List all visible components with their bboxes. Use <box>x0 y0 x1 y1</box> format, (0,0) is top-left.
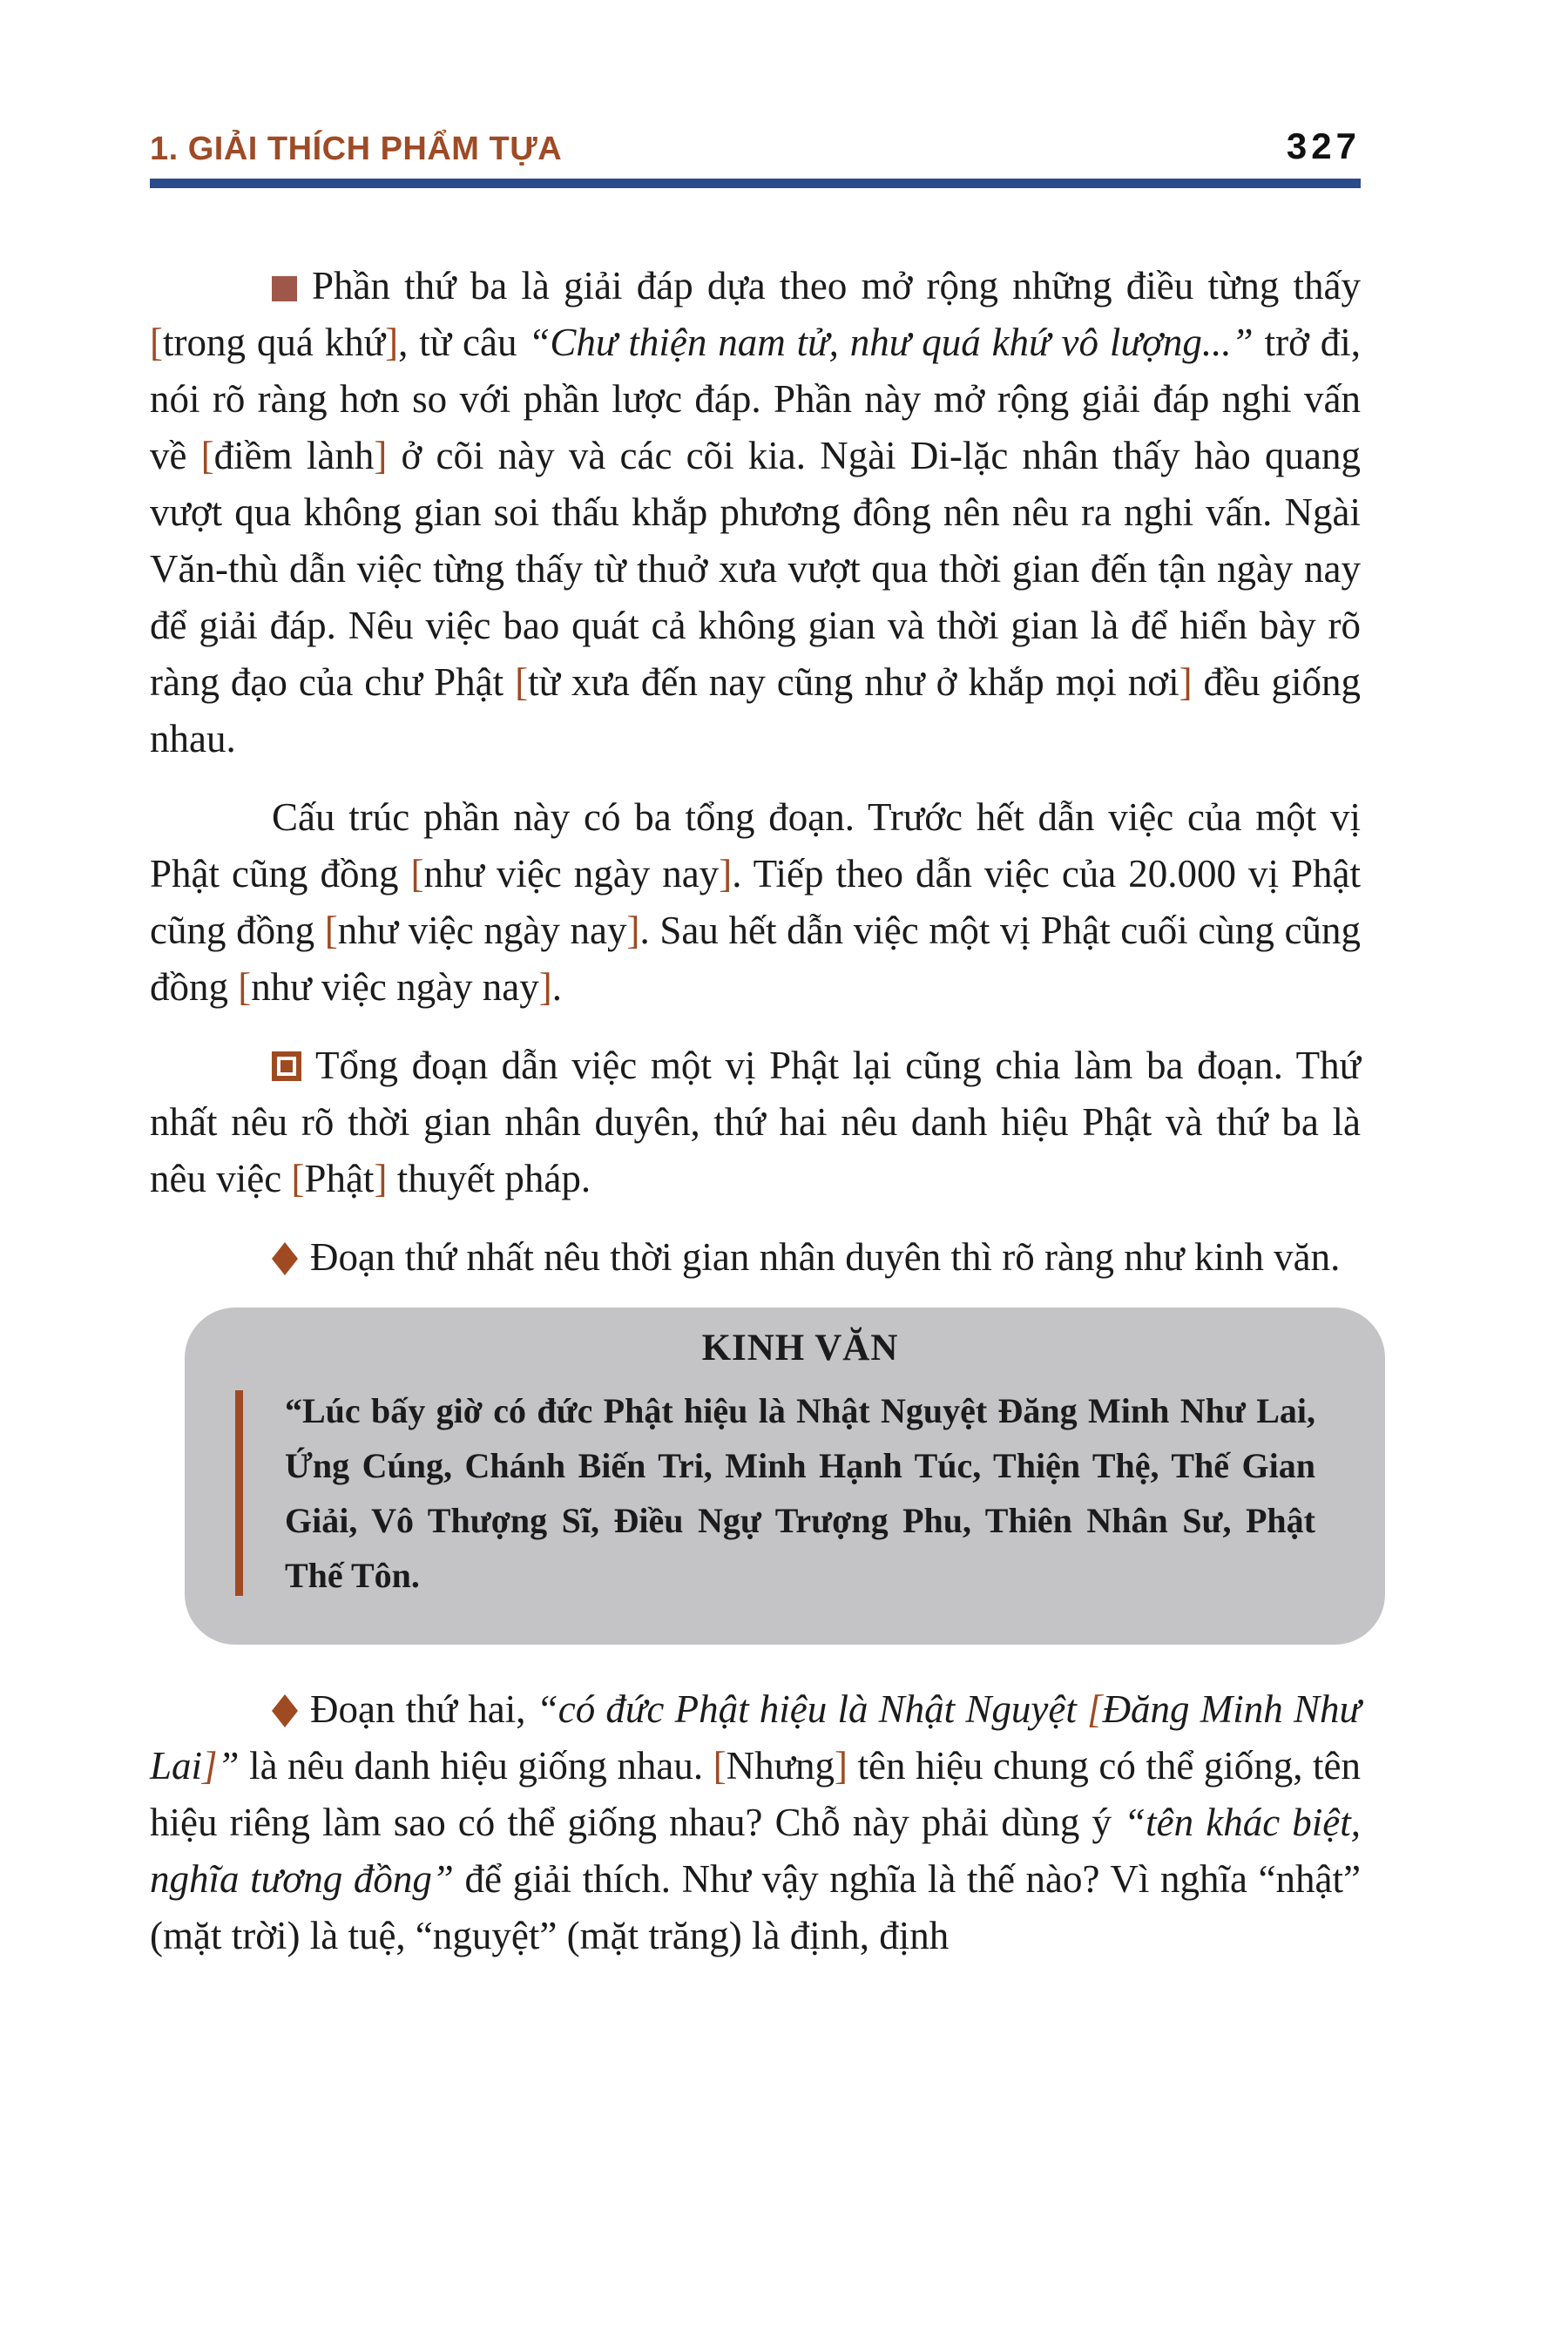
diamond-bullet-icon <box>272 1242 298 1275</box>
text-run: , từ câu <box>398 321 529 364</box>
text-run: điềm lành <box>213 434 375 477</box>
paragraph <box>150 789 1361 1016</box>
text-run: tên hiệu chung có thể giống, tên hiệu riêng làm sao có thể giống nhau? Chỗ này phải dùng ý <box>150 1744 1361 1844</box>
chapter-title: 1. GIẢI THÍCH PHẨM TỰA <box>150 131 563 167</box>
text-run: để giải thích. Như vậy nghĩa là thế nào? Vì nghĩa “nhật” (mặt trời) là tuệ, “nguyệt” (mặt trăng) là định, định <box>150 1857 1361 1957</box>
text-run: [ <box>238 965 252 1009</box>
header-rule <box>150 179 1361 188</box>
text-run: trong quá khứ <box>163 321 386 364</box>
text-run: là nêu danh hiệu giống nhau. <box>249 1744 713 1788</box>
text-run: ] <box>385 321 399 364</box>
text-run: ] <box>719 852 733 896</box>
text-run: Phần thứ ba là giải đáp dựa theo mở rộng những điều từng thấy <box>312 264 1361 308</box>
paragraph <box>150 1681 1361 1964</box>
text-run: đều giống nhau. <box>150 660 1362 760</box>
text-column <box>150 125 1362 1986</box>
text-run: “có đức Phật hiệu là Nhật Nguyệt <box>536 1687 1088 1731</box>
text-run: Đoạn thứ nhất nêu thời gian nhân duyên thì rõ ràng như kinh văn. <box>310 1235 1341 1279</box>
text-run: như việc ngày nay <box>251 965 539 1009</box>
text-run: ] <box>202 1744 218 1788</box>
text-run: Phật <box>304 1157 375 1200</box>
square-bullet-icon <box>272 276 297 301</box>
text-run: ] <box>626 909 640 952</box>
text-run: ] <box>1179 660 1193 704</box>
page-number: 327 <box>1286 125 1361 166</box>
paragraph <box>150 1037 1361 1207</box>
kinh-van-quote <box>285 1383 1315 1603</box>
square-outline-bullet-icon <box>272 1051 301 1081</box>
paragraphs-before-box <box>150 258 1361 1286</box>
text-run: . Sau hết dẫn việc một vị Phật cuối cùng cũng đồng <box>150 909 1361 1009</box>
kinh-van-title: KINH VĂN <box>701 1328 899 1369</box>
text-run: từ xưa đến nay cũng như ở khắp mọi nơi <box>528 660 1179 704</box>
running-head <box>150 125 1361 188</box>
text-run: ] <box>835 1744 848 1788</box>
text-run: thuyết pháp. <box>387 1157 591 1200</box>
text-run: Đoạn thứ hai, <box>310 1687 537 1731</box>
text-run: ở cõi này và các cõi kia. Ngài Di-lặc nhân thấy hào quang vượt qua không gian soi thấu khắp phương đông nên nêu ra nghi vấn. Ngài Văn-thù dẫn việc từng thấy từ thuở xưa vượt qua thời gian đến tận ngày nay để giải đáp. Nêu việc bao quát cả không gian và thời gian là để hiển bày rõ ràng đạo của chư Phật <box>150 434 1361 704</box>
text-run: trở đi, nói rõ ràng hơn so với phần lược đáp. Phần này mở rộng giải đáp nghi vấn về <box>150 321 1361 477</box>
text-run: Tổng đoạn dẫn việc một vị Phật lại cũng chia làm ba đoạn. Thứ nhất nêu rõ thời gian nhân duyên, thứ hai nêu danh hiệu Phật và thứ ba là nêu việc <box>150 1044 1361 1200</box>
text-run: . Tiếp theo dẫn việc của 20.000 vị Phật cũng đồng <box>150 852 1361 952</box>
text-run: [ <box>200 434 214 477</box>
text-run: Nhưng <box>726 1744 835 1788</box>
text-run: [ <box>324 909 338 952</box>
body-text <box>150 258 1361 1964</box>
text-run: ] <box>374 434 388 477</box>
text-run: . <box>551 965 563 1009</box>
text-run: ” <box>217 1744 250 1788</box>
text-run: [ <box>410 852 424 896</box>
text-run: “tên khác biệt, nghĩa tương đồng” <box>150 1801 1361 1901</box>
text-run: [ <box>291 1157 305 1200</box>
paragraphs-after-box <box>150 1681 1361 1964</box>
text-run: Đăng Minh Như Lai <box>150 1687 1362 1788</box>
text-run: ] <box>374 1157 388 1200</box>
text-run: Cấu trúc phần này có ba tổng đoạn. Trước hết dẫn việc của một vị Phật cũng đồng <box>150 795 1361 896</box>
text-run: như việc ngày nay <box>423 852 720 896</box>
text-run: ] <box>538 965 552 1009</box>
paragraph <box>150 1229 1361 1286</box>
text-run: “Chư thiện nam tử, như quá khứ vô lượng...” <box>528 321 1265 364</box>
diamond-bullet-icon <box>272 1694 298 1727</box>
text-run: như việc ngày nay <box>337 909 627 952</box>
text-run: “Lúc bấy giờ có đức Phật hiệu là Nhật Nguyệt Đăng Minh Như Lai, Ứng Cúng, Chánh Biến Tri, Minh Hạnh Túc, Thiện Thệ, Thế Gian Giải, Vô Thượng Sĩ, Điều Ngự Trượng Phu, Thiên Nhân Sư, Phật Thế Tôn. <box>285 1391 1315 1595</box>
text-run: [ <box>515 660 529 704</box>
text-run: [ <box>713 1744 727 1788</box>
text-run: [ <box>1087 1687 1103 1731</box>
kinh-van-box <box>185 1308 1385 1645</box>
paragraph <box>150 258 1361 767</box>
text-run: [ <box>150 321 163 364</box>
